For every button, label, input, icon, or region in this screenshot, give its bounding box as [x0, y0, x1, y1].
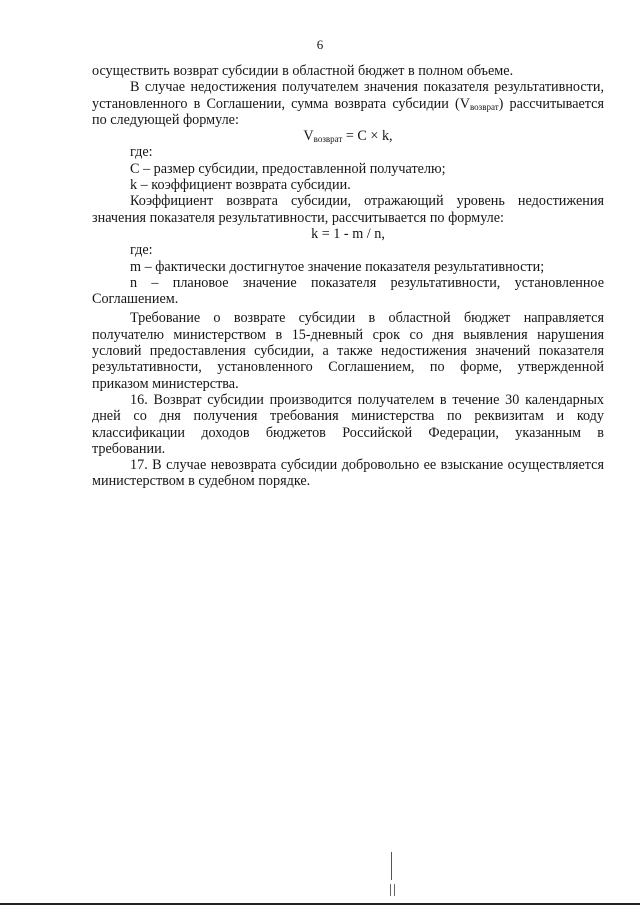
- paragraph-return-case-text: В случае недостижения получателем значения показателя результативности, установленного в Соглашении, сумма возврата субсидии (V: [92, 79, 604, 112]
- definition-k: k – коэффициент возврата субсидии.: [130, 177, 351, 194]
- page-number: 6: [316, 37, 324, 52]
- definition-m: m – фактически достигнутое значение показателя результативности;: [130, 258, 545, 275]
- where-label-1: где:: [130, 144, 153, 161]
- paragraph-continuation: осуществить возврат субсидии в областной бюджет в полном объеме.: [92, 63, 514, 79]
- formula-v-return: [92, 128, 604, 144]
- v-subscript: возврат: [469, 101, 499, 112]
- formula-v-symbol: V: [303, 128, 314, 145]
- formula-v-rest: = C × k,: [342, 128, 393, 145]
- where-label-2: где:: [130, 242, 153, 259]
- formula-k: k = 1 - m / n,: [311, 225, 385, 242]
- paragraph-requirement: Требование о возврате субсидии в областной бюджет направляется получателю министерством в 15-дневный срок со дня выявления нарушения условий предоставления субсидии, а также недостижения значений показателя результативности, установленного Соглашением, по форме, утвержденной приказом министерства.: [92, 310, 604, 392]
- document-body: [92, 63, 604, 490]
- scan-margin-mark: [388, 852, 396, 898]
- paragraph-return-case: [92, 79, 604, 128]
- formula-v-subscript: возврат: [313, 134, 343, 145]
- definition-n: n – плановое значение показателя результативности, установленное Соглашением.: [92, 274, 604, 308]
- paragraph-return-case-end: ) рассчитывается по следующей формуле:: [92, 95, 604, 128]
- paragraph-coefficient: Коэффициент возврата субсидии, отражающий уровень недостижения значения показателя результативности, рассчитывается по формуле:: [92, 193, 604, 226]
- paragraph-16: 16. Возврат субсидии производится получателем в течение 30 календарных дней со дня получения требования министерства по реквизитам и коду классификации доходов бюджетов Российской Федерации, указанным в требовании.: [92, 391, 604, 457]
- paragraph-17: 17. В случае невозврата субсидии добровольно ее взыскание осуществляется министерством в судебном порядке.: [92, 457, 604, 490]
- definition-c: C – размер субсидии, предоставленной получателю;: [130, 160, 446, 177]
